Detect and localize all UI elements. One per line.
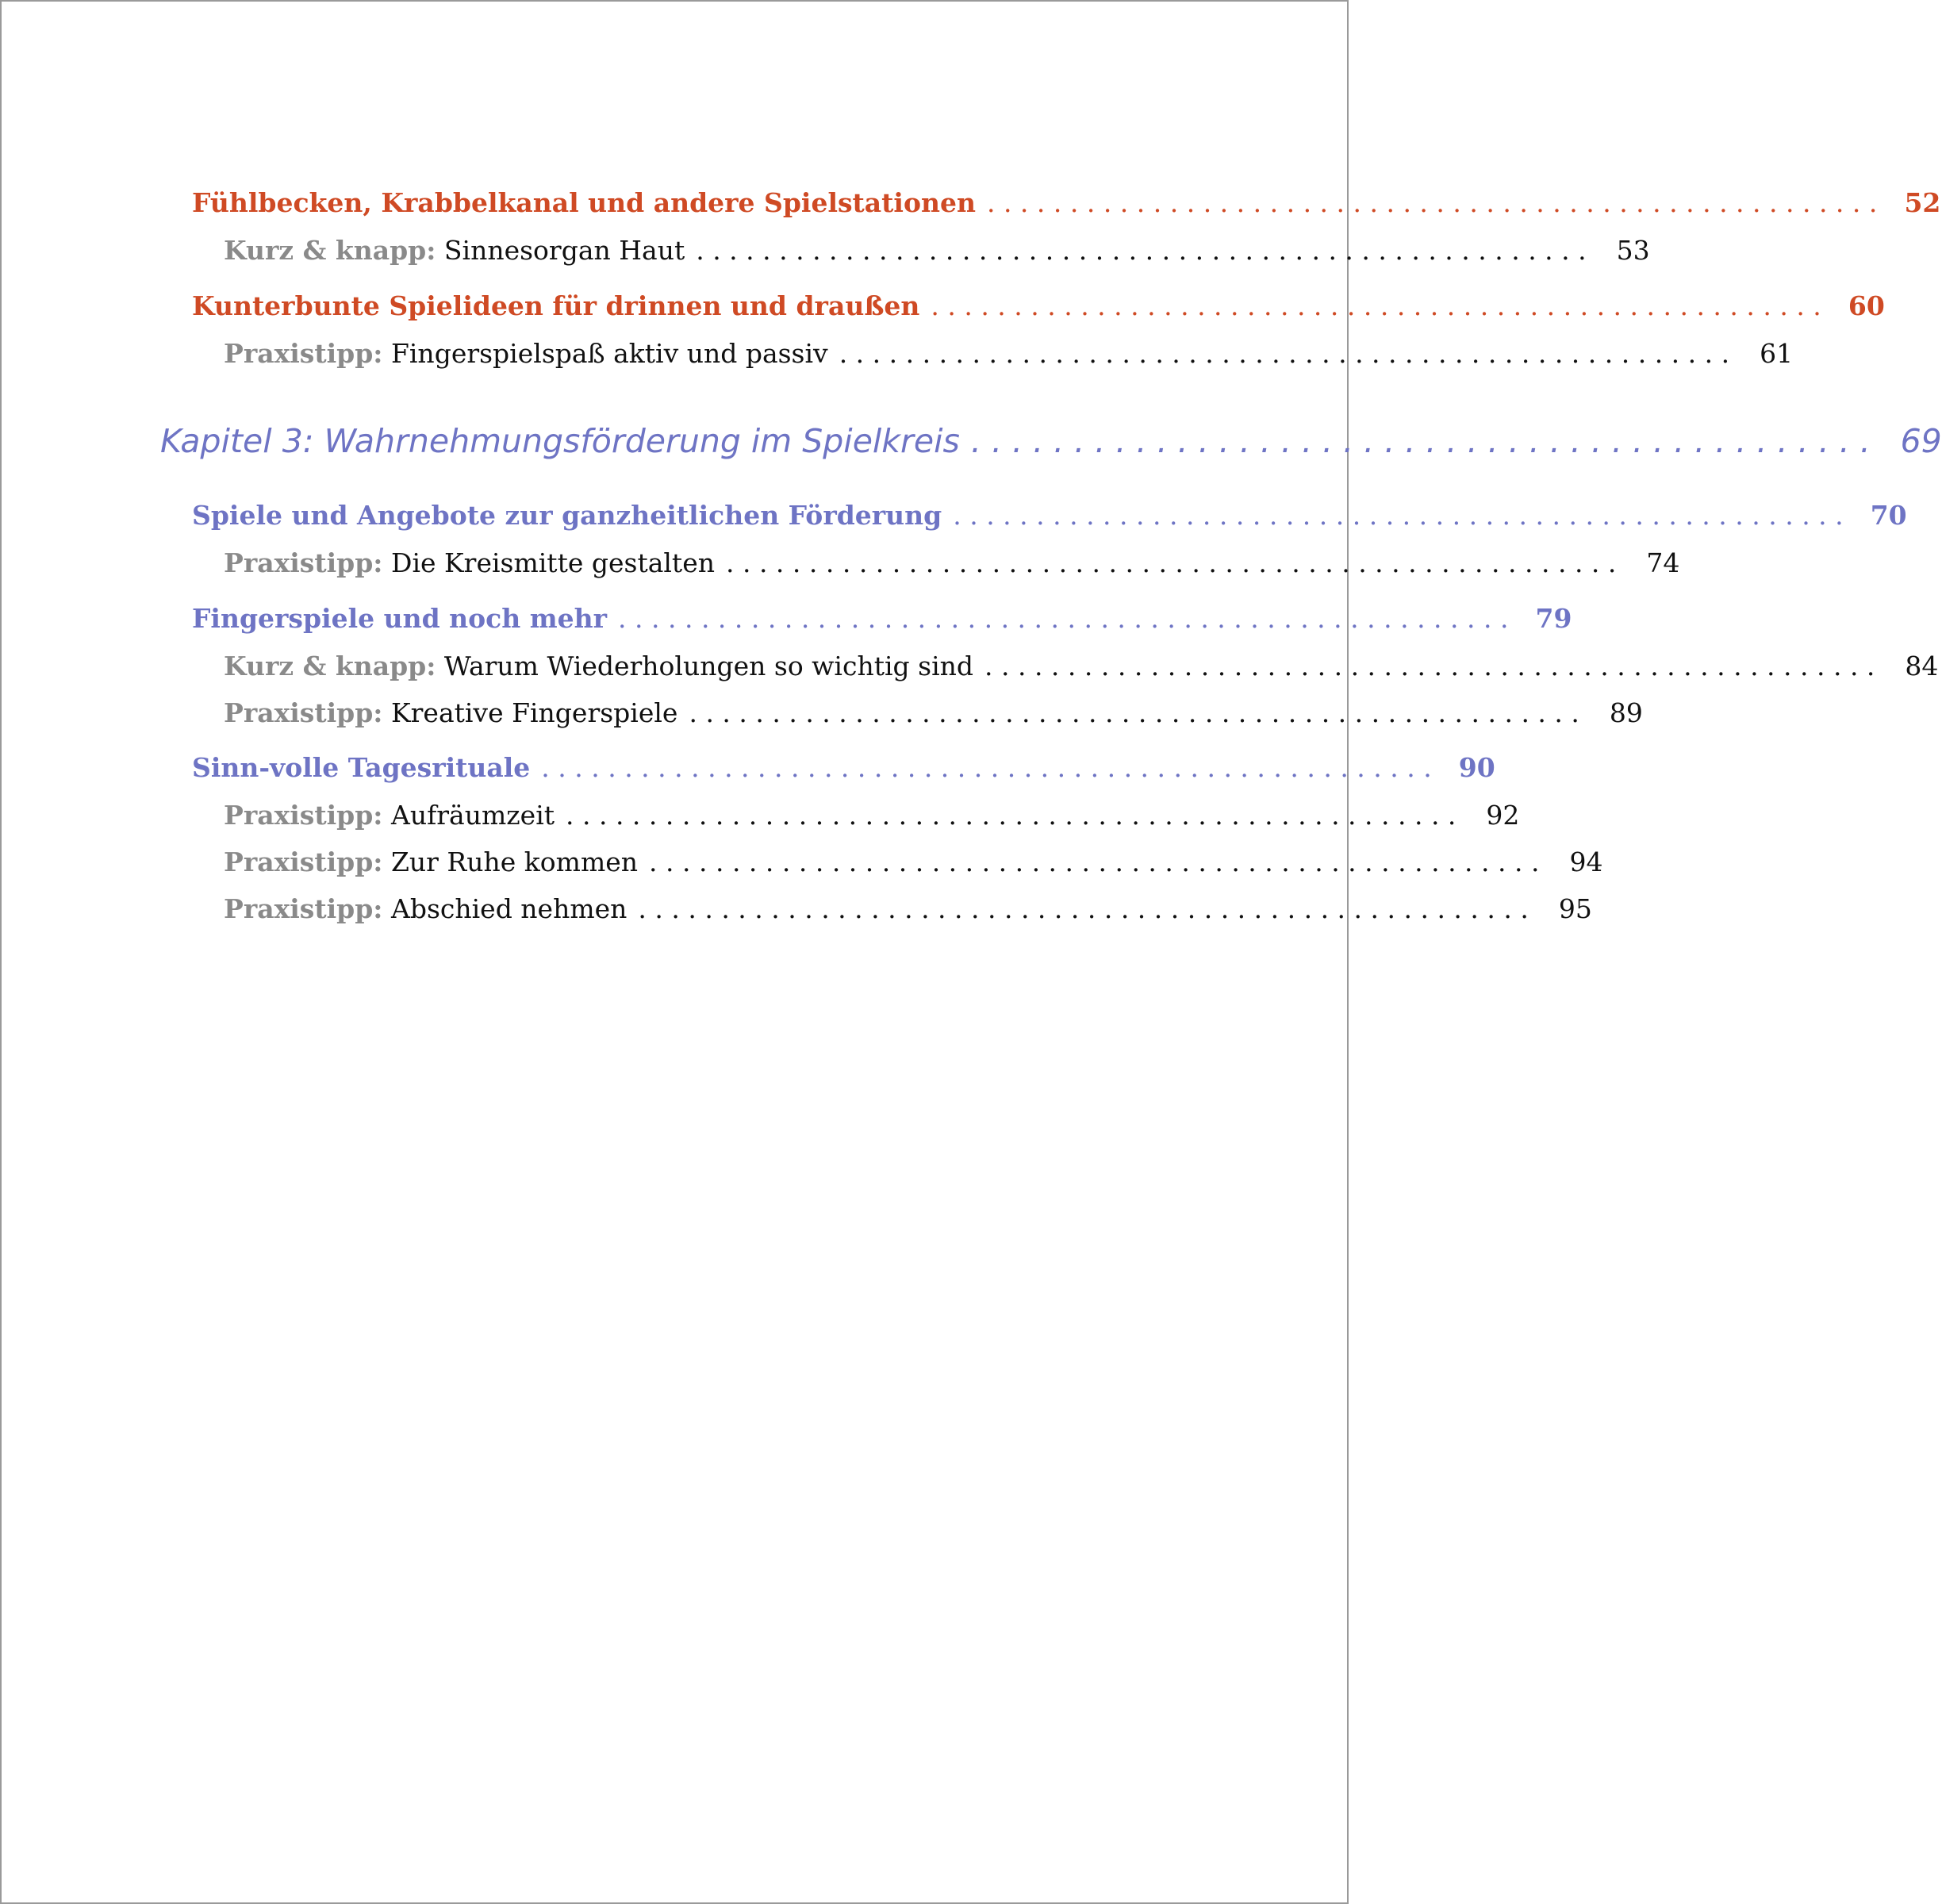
toc-page-number: 60: [1848, 290, 1885, 321]
toc-entry[interactable]: [224, 338, 1794, 369]
toc-entry-text: [224, 651, 973, 681]
toc-entry[interactable]: [224, 800, 1520, 831]
chapter-heading[interactable]: [160, 422, 1942, 460]
dot-leader: . . . . . . . . . . . . . . . . . . . . . . . . . . . . . . . . . . . . . . . . . . . . . . . . . . . . . .: [839, 338, 1730, 369]
dot-leader: . . . . . . . . . . . . . . . . . . . . . . . . . . . . . . . . . . . . . . . . . . . . . . . . . . . . . .: [689, 697, 1579, 728]
dot-leader: . . . . . . . . . . . . . . . . . . . . . . . . . . . . . . . . . . . . . . . . . . . . . . . . . . . . . .: [618, 603, 1509, 634]
toc-section[interactable]: [192, 752, 1495, 783]
toc-entry-title: Aufräumzeit: [390, 800, 555, 831]
toc-page-number: 53: [1616, 235, 1650, 266]
toc-section-title: Sinn-volle Tagesrituale: [192, 752, 531, 783]
dot-leader: . . . . . . . . . . . . . . . . . . . . . . . . . . . . . . . . . . . . . . . . . . . . . . . . . . . . . .: [953, 500, 1844, 531]
toc-entry-title: Warum Wiederholungen so wichtig sind: [443, 651, 974, 681]
toc-page-number: 92: [1486, 800, 1520, 831]
toc-section-title: Spiele und Angebote zur ganzheitlichen Förderung: [192, 500, 942, 531]
toc-section-title: Kunterbunte Spielideen für drinnen und draußen: [192, 290, 920, 321]
toc-entry[interactable]: [224, 697, 1643, 728]
toc-page-number: 95: [1558, 893, 1592, 924]
dot-leader: . . . . . . . . . . . . . . . . . . . . . . . . . . . . . . . . . . . . . . . . . . . . . . . . . . . . . .: [638, 893, 1529, 924]
toc-page-number: 74: [1646, 547, 1680, 578]
toc-page-number: 90: [1458, 752, 1495, 783]
toc-section[interactable]: [192, 603, 1572, 634]
toc-entry-title: Abschied nehmen: [390, 893, 628, 924]
toc-entry[interactable]: [224, 846, 1603, 877]
toc-page-number: 61: [1760, 338, 1794, 369]
dot-leader: . . . . . . . . . . . . . . . . . . . . . . . . . . . . . . . . . . . . . . . . . . . . . . . . . . . . . .: [541, 752, 1432, 783]
toc-entry-title: Fingerspielspaß aktiv und passiv: [390, 338, 828, 369]
toc-entry-text: [224, 235, 685, 266]
toc-page-number: 70: [1870, 500, 1907, 531]
toc-entry[interactable]: [224, 651, 1939, 681]
dot-leader: . . . . . . . . . . . . . . . . . . . . . . . . . . . . . . . . . . . . . . . . . . . . . . . . . . . . . .: [696, 235, 1587, 266]
toc-entry-label: Praxistipp:: [224, 800, 383, 831]
toc-page-number: 79: [1535, 603, 1572, 634]
dot-leader: . . . . . . . . . . . . . . . . . . . . . . . . . . . . . . . . . . . . . . . . . . . . . . . . . . . . . .: [649, 846, 1540, 877]
toc-entry-text: [224, 846, 638, 877]
toc-entry[interactable]: [224, 893, 1592, 924]
toc-page-number: 52: [1904, 187, 1941, 218]
toc-entry-title: Sinnesorgan Haut: [443, 235, 685, 266]
chapter-title: Kapitel 3: Wahrnehmungsförderung im Spielkreis: [160, 422, 960, 460]
dot-leader: . . . . . . . . . . . . . . . . . . . . . . . . . . . . . . . . . . . . . . . . . . . . . . . . . . . . . .: [984, 651, 1875, 681]
toc-entry-text: [224, 697, 677, 728]
toc-entry-label: Praxistipp:: [224, 338, 383, 369]
toc-entry-label: Praxistipp:: [224, 697, 383, 728]
toc-entry-text: [224, 547, 715, 578]
toc-entry-title: Die Kreismitte gestalten: [390, 547, 715, 578]
toc-entry-label: Kurz & knapp:: [224, 235, 436, 266]
dot-leader: . . . . . . . . . . . . . . . . . . . . . . . . . . . . . . . . . . . . . . . . . . . . . . . . . . . . . .: [931, 290, 1821, 321]
toc-page-number: 84: [1905, 651, 1939, 681]
toc-entry-text: [224, 338, 828, 369]
chapter-page-number: 69: [1900, 422, 1942, 460]
dot-leader: . . . . . . . . . . . . . . . . . . . . . . . . . . . . . . . . . . . . . . . . . . . . . . . . . . . . . .: [725, 547, 1617, 578]
toc-page-number: 94: [1569, 846, 1603, 877]
toc-entry-text: [224, 800, 555, 831]
toc-entry-label: Praxistipp:: [224, 846, 383, 877]
toc-page-number: 89: [1609, 697, 1643, 728]
toc-section-title: Fühlbecken, Krabbelkanal und andere Spielstationen: [192, 187, 976, 218]
toc-section-title: Fingerspiele und noch mehr: [192, 603, 608, 634]
toc-section[interactable]: [192, 500, 1907, 531]
dot-leader: . . . . . . . . . . . . . . . . . . . . . . . . . . . . . . . . . . . . . . . . . . . . . . . . . . . . . .: [986, 187, 1878, 218]
toc-entry-title: Kreative Fingerspiele: [390, 697, 678, 728]
toc-entry[interactable]: [224, 235, 1650, 266]
toc-entry-text: [224, 893, 627, 924]
toc-entry-title: Zur Ruhe kommen: [390, 846, 639, 877]
dot-leader: . . . . . . . . . . . . . . . . . . . . . . . . . . . . . . . . . . . . . . . . . . . .: [970, 422, 1871, 460]
toc-section[interactable]: [192, 187, 1941, 218]
toc-entry-label: Praxistipp:: [224, 547, 383, 578]
toc-entry[interactable]: [224, 547, 1680, 578]
toc-entry-label: Kurz & knapp:: [224, 651, 436, 681]
toc-entry-label: Praxistipp:: [224, 893, 383, 924]
dot-leader: . . . . . . . . . . . . . . . . . . . . . . . . . . . . . . . . . . . . . . . . . . . . . . . . . . . . . .: [566, 800, 1456, 831]
toc-section[interactable]: [192, 290, 1885, 321]
